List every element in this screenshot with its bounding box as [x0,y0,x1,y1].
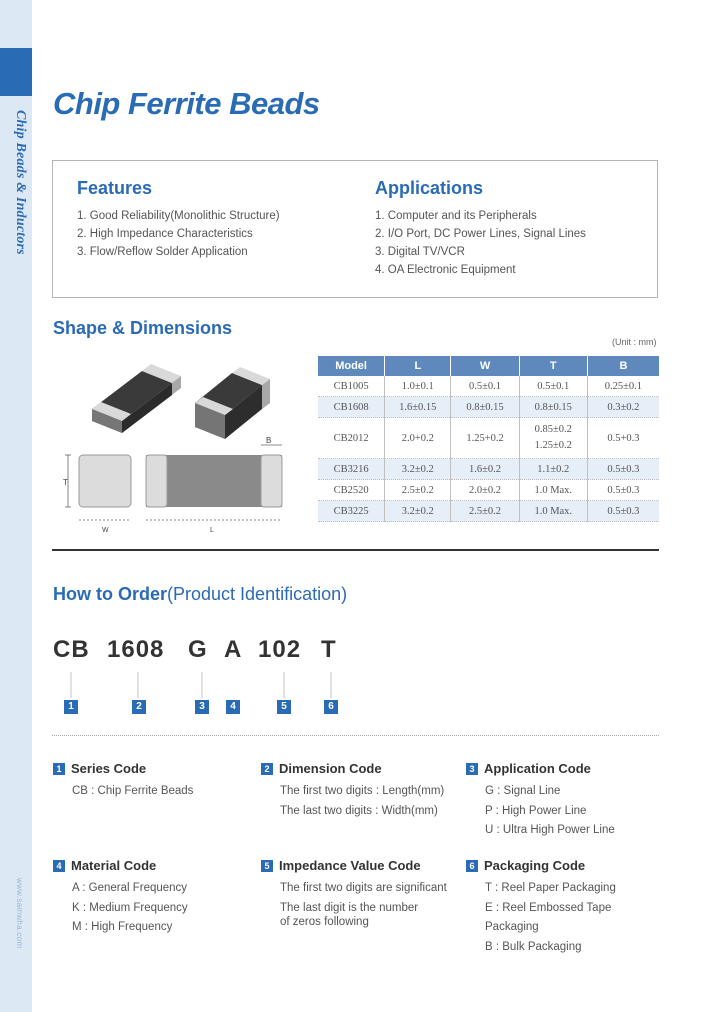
chip-end-view [79,455,131,507]
cell-model: CB2012 [318,418,385,459]
code-number-badge: 2 [132,700,146,714]
list-item: 1. Good Reliability(Monolithic Structure) [77,210,280,222]
series-code-block [53,760,253,802]
dim-label-l: L [210,527,214,534]
dim-label-t: T [63,478,68,487]
code-lines [72,782,253,802]
chip-illustration [60,355,310,540]
sidebar-url: www.samwha.com [15,878,24,949]
code-title [466,760,666,778]
code-title-text: Dimension Code [279,761,382,776]
list-item: The last two digits : Width(mm) [280,804,438,817]
list-item: B : Bulk Packaging [485,940,582,953]
dimensions-table [318,356,659,522]
cell-l: 2.0+0.2 [385,418,451,459]
applications-heading: Applications [375,178,484,198]
code-title-text: Application Code [484,761,591,776]
dim-label-b: B [266,436,272,445]
code-connectors [52,666,352,700]
cell-l: 3.2±0.2 [385,501,451,522]
page-title: Chip Ferrite Beads [53,86,320,121]
cell-w: 0.8±0.15 [451,397,519,418]
dotted-separator [52,735,659,736]
code-title [261,760,461,778]
cell-b: 0.25±0.1 [587,376,659,397]
table-row [318,418,659,459]
code-lines [280,782,461,821]
cell-b: 0.5+0.3 [587,418,659,459]
features-heading: Features [77,178,153,198]
order-heading [53,584,347,605]
cell-w: 1.6±0.2 [451,459,519,480]
code-number-badge: 5 [261,860,273,872]
cell-model: CB3225 [318,501,385,522]
code-number-badge: 5 [277,700,291,714]
code-number-badge: 1 [53,763,65,775]
code-part-impedance: 102 [258,636,302,663]
table-row [318,376,659,397]
code-part-application: G [188,636,208,663]
sidebar-accent [0,48,32,96]
list-item: P : High Power Line [485,804,587,817]
cell-b: 0.5±0.3 [587,480,659,501]
cell-w: 0.5±0.1 [451,376,519,397]
code-number-badge: 6 [324,700,338,714]
code-lines [485,782,666,841]
list-item: E : Reel Embossed Tape Packaging [485,901,612,933]
cell-w: 1.25+0.2 [451,418,519,459]
cell-b: 0.5±0.3 [587,501,659,522]
table-row [318,501,659,522]
list-item: K : Medium Frequency [72,901,188,914]
table-row [318,459,659,480]
list-item: of zeros following [280,916,369,928]
cell-t: 1.0 Max. [519,480,587,501]
order-heading-light: (Product Identification) [167,584,348,604]
code-part-material: A [224,636,243,663]
cell-model: CB2520 [318,480,385,501]
cell-l: 1.0±0.1 [385,376,451,397]
code-number-badge: 3 [466,763,478,775]
code-title [53,760,253,778]
list-item: G : Signal Line [485,785,561,797]
list-item: 1. Computer and its Peripherals [375,210,537,222]
cell-b: 0.5±0.3 [587,459,659,480]
features-list [77,207,280,261]
code-title-text: Series Code [71,761,147,776]
col-header-w: W [451,356,519,376]
application-code-block [466,760,666,841]
cell-w: 2.5±0.2 [451,501,519,522]
cell-t-value: 0.85±0.2 [534,424,572,435]
table-header-row [318,356,659,376]
list-item: CB : Chip Ferrite Beads [72,785,194,797]
col-header-t: T [519,356,587,376]
dimension-code-block [261,760,461,821]
cell-model: CB3216 [318,459,385,480]
code-number-badge: 3 [195,700,209,714]
list-item: 2. I/O Port, DC Power Lines, Signal Lines [375,228,586,240]
table-row [318,397,659,418]
list-item: A : General Frequency [72,882,188,894]
cell-t: 0.5±0.1 [519,376,587,397]
code-title-text: Material Code [71,858,157,873]
list-item: The first two digits are significant [280,882,447,894]
cell-w: 2.0±0.2 [451,480,519,501]
code-number-badge: 1 [64,700,78,714]
col-header-l: L [385,356,451,376]
code-number-badge: 4 [53,860,65,872]
list-item: M : High Frequency [72,921,173,933]
code-lines [72,879,253,938]
table-row [318,480,659,501]
code-lines [485,879,666,957]
list-item: U : Ultra High Power Line [485,824,615,836]
applications-list [375,207,586,279]
unit-label: (Unit : mm) [612,337,657,347]
packaging-code-block [466,857,666,957]
sidebar [0,0,32,1012]
list-item: 4. OA Electronic Equipment [375,264,516,276]
cell-t [519,418,587,459]
list-item: The last digit is the number [280,902,419,914]
section-divider [52,549,659,551]
list-item: The first two digits : Length(mm) [280,785,445,797]
cell-t: 0.8±0.15 [519,397,587,418]
code-number-badge: 2 [261,763,273,775]
code-title-text: Packaging Code [484,858,586,873]
code-title [53,857,253,875]
list-item: 3. Digital TV/VCR [375,246,465,258]
list-item: 3. Flow/Reflow Solder Application [77,246,248,258]
code-part-dimension: 1608 [107,636,165,663]
list-item: 2. High Impedance Characteristics [77,228,253,240]
code-part-series: CB [53,636,90,663]
cell-l: 2.5±0.2 [385,480,451,501]
code-part-packaging: T [321,636,337,663]
col-header-b: B [587,356,659,376]
code-title-text: Impedance Value Code [279,858,421,873]
cell-t-value: 1.25±0.2 [534,440,572,451]
chip-tall-image [195,367,270,439]
code-number-badge: 6 [466,860,478,872]
cell-l: 1.6±0.15 [385,397,451,418]
sidebar-section-title: Chip Beads & Inductors [13,110,28,255]
chip-flat-image [92,364,181,433]
cell-l: 3.2±0.2 [385,459,451,480]
cell-t: 1.1±0.2 [519,459,587,480]
cell-model: CB1608 [318,397,385,418]
code-number-badge: 4 [226,700,240,714]
col-header-model: Model [318,356,385,376]
cell-model: CB1005 [318,376,385,397]
impedance-code-block [261,857,461,929]
shape-heading: Shape & Dimensions [53,318,233,338]
code-title [261,857,461,875]
cell-t: 1.0 Max. [519,501,587,522]
material-code-block [53,857,253,938]
code-lines [280,881,461,929]
dim-label-w: W [102,527,109,534]
code-title [466,857,666,875]
order-heading-bold: How to Order [53,584,168,604]
list-item: T : Reel Paper Packaging [485,882,616,894]
cell-b: 0.3±0.2 [587,397,659,418]
